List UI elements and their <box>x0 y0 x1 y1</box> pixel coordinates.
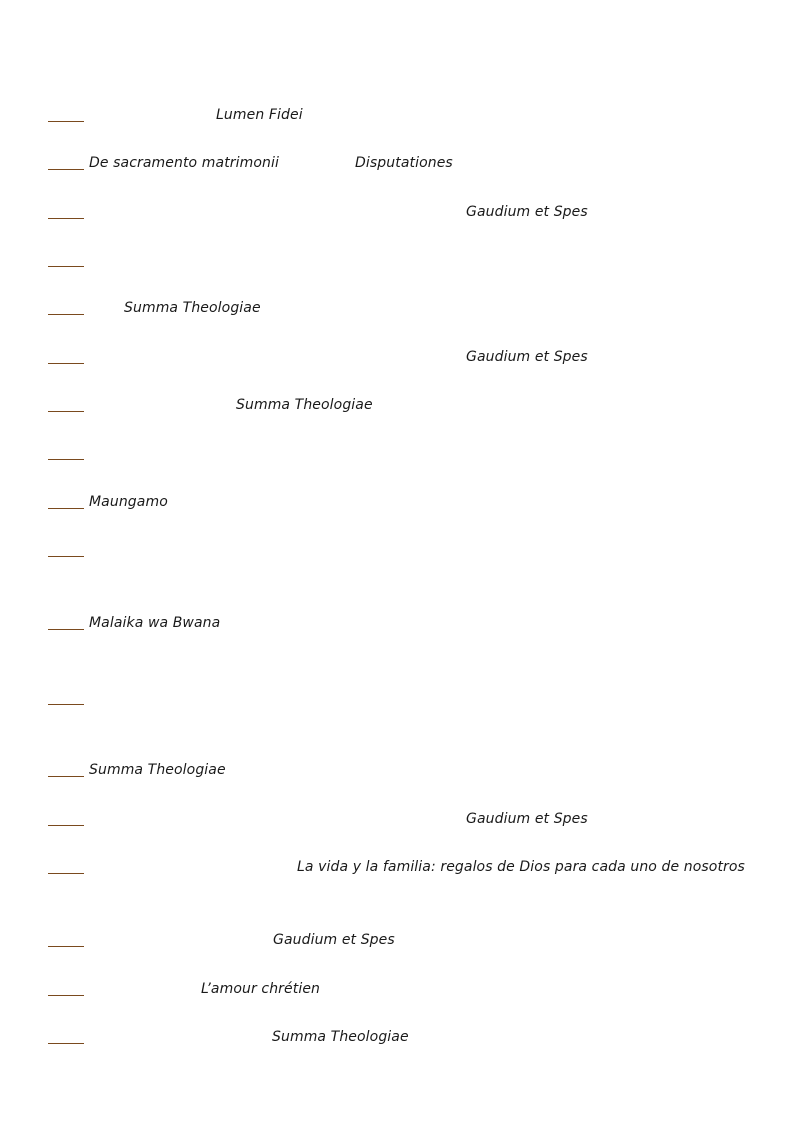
cited-work: Malaika wa Bwana <box>89 615 221 631</box>
cited-work: Summa Theologiae <box>236 397 373 413</box>
answer-blank[interactable] <box>48 411 84 412</box>
question-row-7 <box>48 396 768 416</box>
answer-blank[interactable] <box>48 1043 84 1044</box>
question-row-8 <box>48 444 768 464</box>
answer-blank[interactable] <box>48 704 84 705</box>
answer-blank[interactable] <box>48 314 84 315</box>
question-row-10 <box>48 541 768 561</box>
question-row-16 <box>48 931 768 951</box>
question-row-14 <box>48 810 768 830</box>
question-row-6 <box>48 348 768 368</box>
cited-work: Summa Theologiae <box>89 762 226 778</box>
cited-work: La vida y la familia: regalos de Dios para cada uno de nosotros <box>297 859 745 875</box>
question-row-5 <box>48 299 768 319</box>
cited-work: Gaudium et Spes <box>466 204 588 220</box>
answer-blank[interactable] <box>48 825 84 826</box>
cited-work: Summa Theologiae <box>272 1029 409 1045</box>
question-row-12 <box>48 689 768 709</box>
answer-blank[interactable] <box>48 218 84 219</box>
answer-blank[interactable] <box>48 556 84 557</box>
answer-blank[interactable] <box>48 995 84 996</box>
cited-work: L’amour chrétien <box>201 981 321 997</box>
answer-blank[interactable] <box>48 508 84 509</box>
answer-blank[interactable] <box>48 629 84 630</box>
cited-work: Gaudium et Spes <box>273 932 395 948</box>
answer-blank[interactable] <box>48 121 84 122</box>
cited-work: Disputationes <box>355 155 453 171</box>
question-row-15 <box>48 858 768 878</box>
question-row-11 <box>48 614 768 634</box>
question-row-4 <box>48 251 768 271</box>
cited-work: Lumen Fidei <box>216 107 303 123</box>
answer-blank[interactable] <box>48 946 84 947</box>
answer-blank[interactable] <box>48 873 84 874</box>
question-row-18 <box>48 1028 768 1048</box>
cited-work: De sacramento matrimonii <box>89 155 279 171</box>
cited-work: Summa Theologiae <box>124 300 261 316</box>
answer-blank[interactable] <box>48 169 84 170</box>
question-row-17 <box>48 980 768 1000</box>
question-row-1 <box>48 106 768 126</box>
answer-blank[interactable] <box>48 266 84 267</box>
question-row-3 <box>48 203 768 223</box>
cited-work: Maungamo <box>89 494 168 510</box>
answer-blank[interactable] <box>48 776 84 777</box>
cited-work: Gaudium et Spes <box>466 811 588 827</box>
answer-blank[interactable] <box>48 363 84 364</box>
cited-work: Gaudium et Spes <box>466 349 588 365</box>
question-row-9 <box>48 493 768 513</box>
answer-blank[interactable] <box>48 459 84 460</box>
question-row-13 <box>48 761 768 781</box>
question-row-2 <box>48 154 768 174</box>
